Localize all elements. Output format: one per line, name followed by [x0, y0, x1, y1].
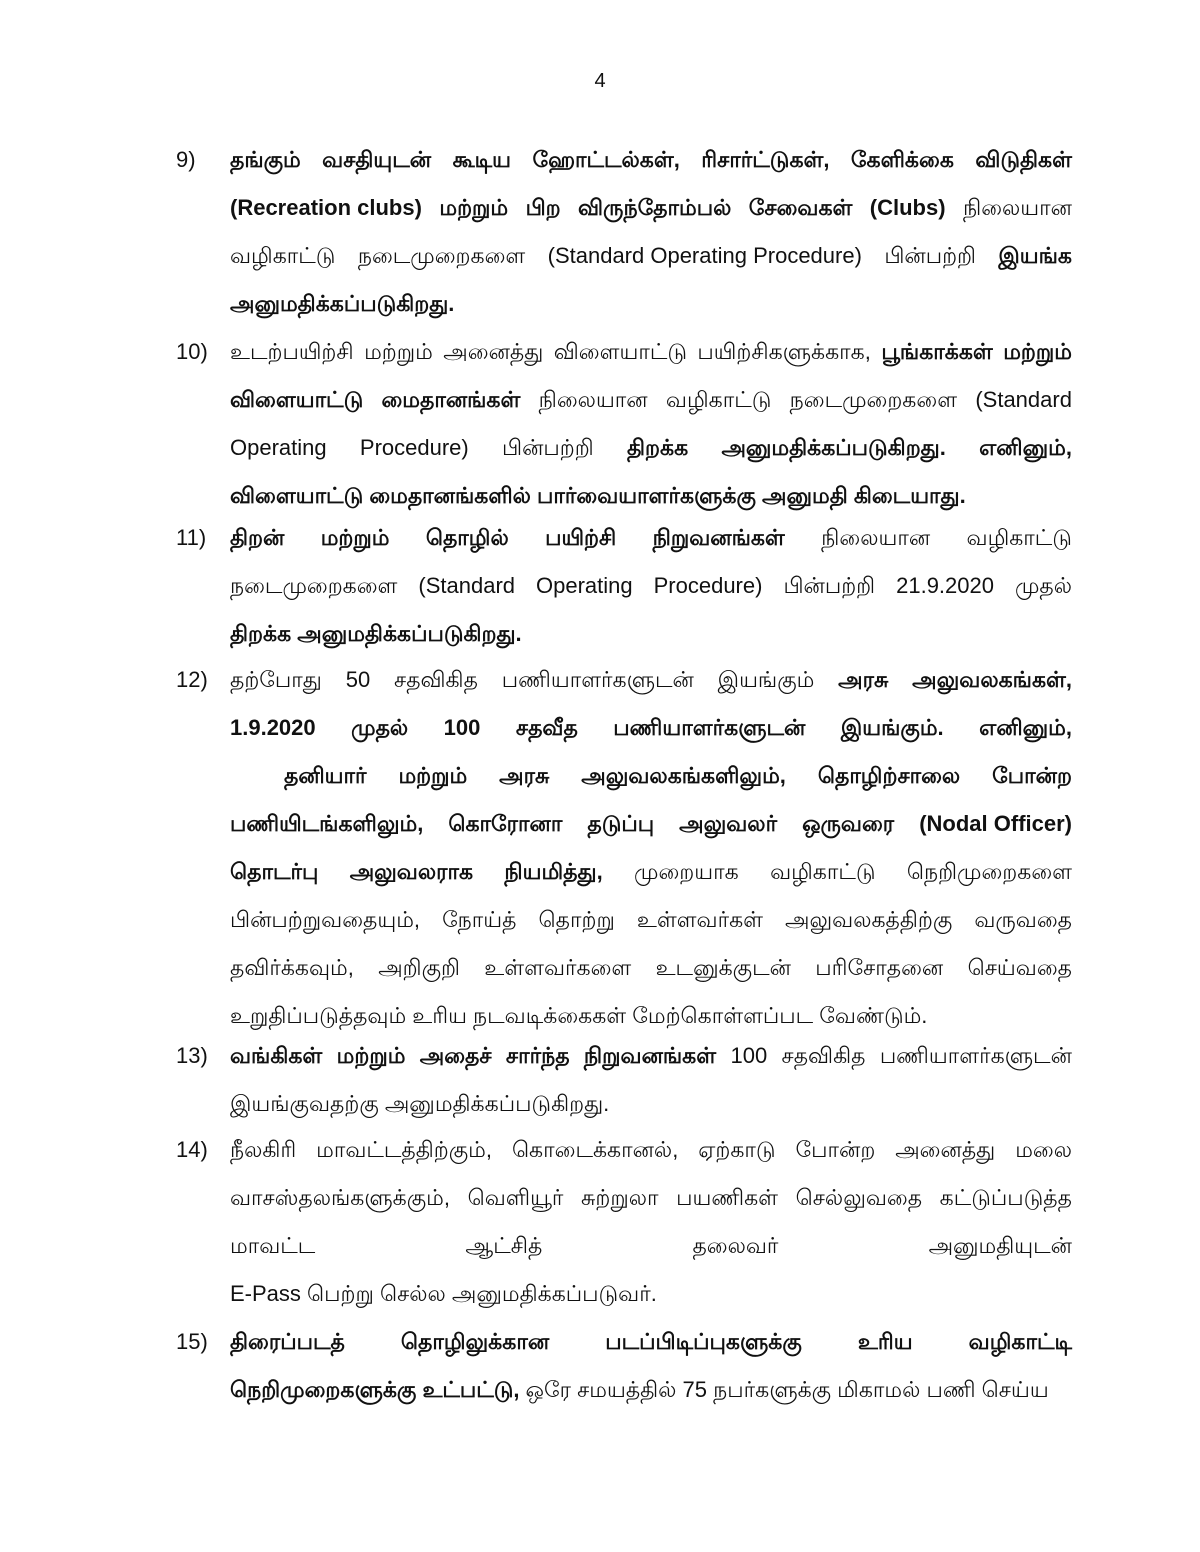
bold-text: அரசு — [499, 763, 550, 788]
text-segment: தற்போது — [230, 667, 322, 692]
text-segment: உடற்பயிற்சி — [230, 339, 354, 364]
text-line — [230, 424, 1072, 472]
text-segment: பின்பற்றுவதையும், — [230, 907, 421, 932]
bold-text: போன்ற — [992, 763, 1072, 788]
text-line — [230, 1032, 1072, 1080]
text-line — [230, 896, 1072, 944]
text-line — [230, 944, 1072, 992]
text-segment: முதல் — [1014, 573, 1072, 598]
item-number: 13) — [176, 1043, 208, 1068]
text-segment: Operating — [536, 573, 633, 598]
text-segment: இயங்கும் — [717, 667, 815, 692]
text-segment: Operating — [230, 435, 327, 460]
bold-text: எனினும், — [979, 715, 1072, 740]
bold-text: விருந்தோம்பல் — [578, 195, 732, 220]
bold-text: திறக்க அனுமதிக்கப்படுகிறது. — [230, 621, 522, 646]
text-segment: நடைமுறைகளை — [230, 573, 398, 598]
text-segment: தொற்று — [538, 907, 615, 932]
text-line — [230, 704, 1072, 752]
item-number: 14) — [176, 1137, 208, 1162]
bold-text: தொடர்பு — [230, 859, 319, 884]
text-segment: அனுமதியுடன் — [928, 1233, 1072, 1258]
bold-text: அலுவலகங்கள், — [912, 667, 1072, 692]
bold-text: அதைச் — [419, 1043, 492, 1068]
bold-text: மற்றும் — [1003, 339, 1072, 364]
bold-text: எனினும், — [979, 435, 1072, 460]
text-segment: நிலையான — [962, 195, 1072, 220]
text-segment: (Standard — [975, 387, 1072, 412]
text-line — [230, 1270, 1072, 1318]
bold-text: விளையாட்டு மைதானங்களில் பார்வையாளர்களுக்கு அனுமதி கிடையாது. — [230, 483, 966, 508]
text-line — [230, 232, 1072, 280]
bold-text: நிறுவனங்கள் — [583, 1043, 717, 1068]
page-number: 4 — [594, 70, 606, 92]
bold-text: (Nodal Officer) — [919, 811, 1072, 836]
text-segment: E-Pass பெற்று செல்ல அனுமதிக்கப்படுவர். — [230, 1281, 657, 1306]
bold-text: சதவீத — [515, 715, 578, 740]
text-segment: மாவட்ட — [230, 1233, 316, 1258]
text-line — [230, 280, 1072, 328]
text-segment: உடனுக்குடன் — [655, 955, 791, 980]
text-segment: நிலையான — [821, 525, 931, 550]
bold-text: மற்றும் — [398, 763, 468, 788]
text-segment: ஏற்காடு — [698, 1137, 776, 1162]
text-segment: கட்டுப்படுத்த — [939, 1185, 1072, 1210]
text-segment: பின்பற்றி — [502, 435, 594, 460]
text-line — [284, 752, 1072, 800]
text-segment: மலை — [1015, 1137, 1072, 1162]
text-segment: பின்பற்றி — [783, 573, 876, 598]
bold-text: பணியிடங்களிலும், — [230, 811, 424, 836]
text-segment: 21.9.2020 — [896, 573, 994, 598]
bold-text: அனுமதிக்கப்படுகிறது. — [721, 435, 946, 460]
text-line — [230, 656, 1072, 704]
text-segment: (Standard Operating Procedure) — [547, 243, 862, 268]
text-segment: முறையாக — [634, 859, 739, 884]
bold-text: ஒருவரை — [802, 811, 895, 836]
bold-text: பயிற்சி — [545, 525, 617, 550]
bold-text: தொழில் — [425, 525, 509, 550]
text-line — [230, 1366, 1072, 1414]
text-segment: சதவிகித — [394, 667, 478, 692]
text-segment: பயிற்சிகளுக்காக, — [697, 339, 871, 364]
text-line — [230, 1126, 1072, 1174]
bold-text: வங்கிகள் — [230, 1043, 323, 1068]
text-line — [230, 562, 1072, 610]
text-segment: இயங்குவதற்கு அனுமதிக்கப்படுகிறது. — [230, 1091, 610, 1116]
bold-text: தொழிற்சாலை — [817, 763, 961, 788]
text-segment: உள்ளவர்களை — [484, 955, 632, 980]
bold-text: திறன் — [230, 525, 285, 550]
bold-text: அலுவலகங்களிலும், — [581, 763, 786, 788]
bold-text: பிற — [525, 195, 561, 220]
bold-text: அரசு — [838, 667, 889, 692]
text-segment: தலைவர் — [692, 1233, 779, 1258]
item-number: 12) — [176, 667, 208, 692]
bold-text: பணியாளர்களுடன் — [613, 715, 806, 740]
text-line — [230, 848, 1072, 896]
text-segment: வருவதை — [974, 907, 1072, 932]
bold-text: (Recreation clubs) — [230, 195, 422, 220]
bold-text: படப்பிடிப்புகளுக்கு — [605, 1329, 802, 1354]
text-line — [230, 800, 1072, 848]
bold-text: சேவைகள் — [748, 195, 853, 220]
bold-text: இயங்க — [998, 243, 1072, 268]
text-segment: அறிகுறி — [378, 955, 460, 980]
bold-text: அலுவலர் — [679, 811, 778, 836]
text-segment: வழிகாட்டு — [966, 525, 1072, 550]
text-segment: உள்ளவர்கள் — [636, 907, 763, 932]
text-segment: நிலையான — [538, 387, 648, 412]
text-line — [230, 328, 1072, 376]
text-line — [230, 610, 1072, 658]
text-segment: ஆட்சித் — [465, 1233, 543, 1258]
text-line — [230, 136, 1072, 184]
text-line — [230, 1080, 1072, 1128]
bold-text: 100 — [443, 715, 481, 740]
bold-text: ரிசார்ட்டுகள், — [701, 147, 830, 172]
text-segment: பரிசோதனை — [815, 955, 944, 980]
text-segment: கொடைக்கானல், — [511, 1137, 679, 1162]
text-segment: வழிகாட்டு — [230, 243, 336, 268]
text-segment: தவிர்க்கவும், — [230, 955, 354, 980]
text-line — [230, 1318, 1072, 1366]
text-segment: 50 — [345, 667, 371, 692]
text-segment: பயணிகள் — [676, 1185, 779, 1210]
bold-text: மற்றும் — [336, 1043, 406, 1068]
bold-text: நெறிமுறைகளுக்கு உட்பட்டு, — [230, 1377, 520, 1402]
text-segment: சதவிகித — [781, 1043, 866, 1068]
text-segment: பணியாளர்களுடன் — [879, 1043, 1072, 1068]
bold-text: நியமித்து, — [504, 859, 603, 884]
bold-text: அலுவலராக — [349, 859, 474, 884]
text-segment: நடைமுறைகளை — [789, 387, 958, 412]
text-segment: ஒரே சமயத்தில் 75 நபர்களுக்கு மிகாமல் பணி செய்ய — [525, 1377, 1049, 1402]
bold-text: பூங்காக்கள் — [881, 339, 993, 364]
text-segment: Procedure) — [653, 573, 763, 598]
text-segment: செல்லுவதை — [795, 1185, 923, 1210]
bold-text: விடுதிகள் — [975, 147, 1072, 172]
text-segment: உறுதிப்படுத்தவும் உரிய நடவடிக்கைகள் மேற்கொள்ளப்பட வேண்டும். — [230, 1003, 928, 1028]
bold-text: திரைப்படத் — [230, 1329, 345, 1354]
item-number: 11) — [176, 525, 207, 550]
item-number: 15) — [176, 1329, 208, 1354]
text-segment: வழிகாட்டு — [665, 387, 772, 412]
text-segment: வாசஸ்தலங்களுக்கும், — [230, 1185, 450, 1210]
text-segment: மற்றும் — [364, 339, 433, 364]
text-segment: 100 — [730, 1043, 768, 1068]
text-segment: (Standard — [418, 573, 516, 598]
bold-text: இயங்கும். — [840, 715, 944, 740]
text-segment: Procedure) — [359, 435, 469, 460]
text-line — [230, 514, 1072, 562]
text-segment: நீலகிரி — [230, 1137, 297, 1162]
text-line — [230, 376, 1072, 424]
text-segment: வழிகாட்டு — [770, 859, 876, 884]
bold-text: (Clubs) — [869, 195, 946, 220]
text-line — [230, 184, 1072, 232]
text-line — [230, 1174, 1072, 1222]
bold-text: உரிய — [857, 1329, 913, 1354]
bold-text: தங்கும் — [230, 147, 301, 172]
bold-text: கேளிக்கை — [850, 147, 954, 172]
text-segment: அனைத்து — [895, 1137, 996, 1162]
bold-text: அனுமதிக்கப்படுகிறது. — [230, 291, 455, 316]
text-segment: பின்பற்றி — [884, 243, 976, 268]
bold-text: மற்றும் — [439, 195, 509, 220]
bold-text: நிறுவனங்கள் — [652, 525, 785, 550]
bold-text: வழிகாட்டி — [968, 1329, 1072, 1354]
text-segment: செய்வதை — [967, 955, 1072, 980]
item-number: 10) — [176, 339, 208, 364]
text-segment: விளையாட்டு — [553, 339, 687, 364]
text-segment: நடைமுறைகளை — [357, 243, 526, 268]
text-segment: நெறிமுறைகளை — [906, 859, 1072, 884]
text-line — [230, 1222, 1072, 1270]
text-segment: அனைத்து — [443, 339, 544, 364]
item-number: 9) — [176, 147, 196, 172]
text-segment: நோய்த் — [442, 907, 517, 932]
text-line — [230, 472, 1072, 520]
bold-text: விளையாட்டு — [230, 387, 364, 412]
bold-text: கூடிய — [452, 147, 512, 172]
text-segment: போன்ற — [795, 1137, 876, 1162]
bold-text: முதல் — [351, 715, 409, 740]
bold-text: திறக்க — [627, 435, 689, 460]
text-segment: அலுவலகத்திற்கு — [785, 907, 953, 932]
bold-text: தனியார் — [284, 763, 367, 788]
bold-text: ஹோட்டல்கள், — [532, 147, 680, 172]
bold-text: தொழிலுக்கான — [400, 1329, 550, 1354]
bold-text: தடுப்பு — [587, 811, 655, 836]
bold-text: சார்ந்த — [505, 1043, 570, 1068]
bold-text: மற்றும் — [320, 525, 390, 550]
text-segment: பணியாளர்களுடன் — [501, 667, 694, 692]
text-segment: வெளியூர் — [467, 1185, 564, 1210]
bold-text: கொரோனா — [448, 811, 563, 836]
bold-text: மைதானங்கள் — [381, 387, 521, 412]
text-segment: சுற்றுலா — [581, 1185, 659, 1210]
text-segment: மாவட்டத்திற்கும், — [316, 1137, 492, 1162]
bold-text: வசதியுடன் — [322, 147, 432, 172]
bold-text: 1.9.2020 — [230, 715, 316, 740]
